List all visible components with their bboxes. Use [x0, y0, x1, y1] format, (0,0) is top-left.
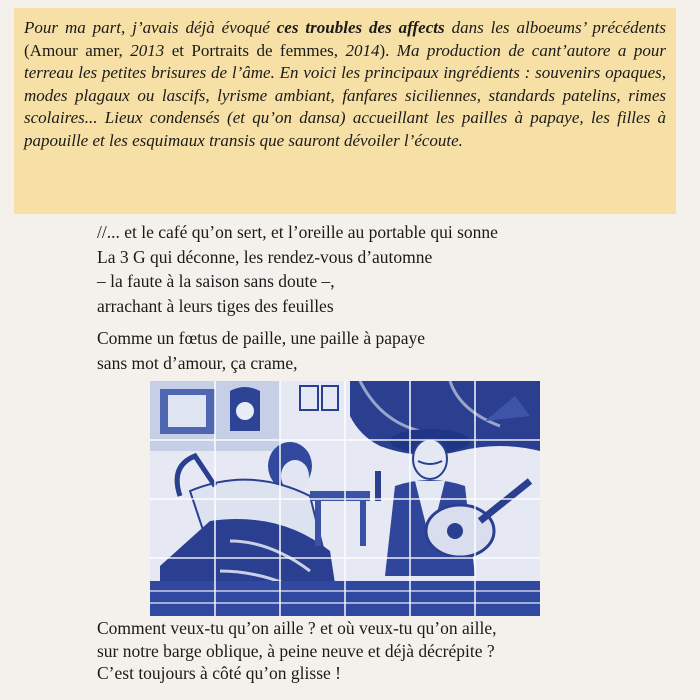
poem-line: Comme un fœtus de paille, une paille à papaye [97, 328, 426, 348]
poem-line: //... et le café qu’on sert, et l’oreille au portable qui sonne [97, 222, 498, 242]
intro-text-1: Pour ma part, j’avais déjà évoqué [24, 18, 277, 37]
azulejo-illustration [150, 381, 540, 616]
stanza-2 [97, 326, 617, 375]
poem-line: – la faute à la saison sans doute –, [97, 271, 335, 291]
azulejo-svg [150, 381, 540, 616]
intro-text-6: Ma production de cant’autore a pour terreau les petites brisures de l’âme. En voici les principaux ingrédients : souvenirs opaques, modes plagaux ou lascifs, lyrisme ambiant, fanfares siciliennes, standards patelins, rimes scolaires... Lieux condensés (et qu’on dansa) accueillant les pailles à papaye, les filles à papouille et les esquimaux transis que sauront dévoiler l’écoute. [24, 40, 666, 150]
intro-year-2: 2014 [345, 40, 380, 60]
poem-top [97, 220, 617, 383]
poem-line: Comment veux-tu qu’on aille ? et où veux-tu qu’on aille, [97, 618, 497, 638]
intro-highlight-box [14, 8, 676, 214]
intro-text-5: ). [379, 40, 397, 60]
intro-text-4: et Portraits de femmes, [164, 40, 346, 60]
intro-emphasis: ces troubles des affects [276, 18, 445, 37]
poem-line: arrachant à leurs tiges des feuilles [97, 295, 334, 316]
stanza-1 [97, 220, 617, 318]
poem-bottom [97, 617, 657, 685]
poem-line: sans mot d’amour, ça crame, [97, 352, 298, 373]
poem-line: C’est toujours à côté qu’on glisse ! [97, 663, 341, 683]
poem-line: sur notre barge oblique, à peine neuve et déjà décrépite ? [97, 640, 495, 661]
poem-line: La 3 G qui déconne, les rendez-vous d’automne [97, 246, 433, 267]
intro-text-3: (Amour amer, [24, 40, 131, 60]
intro-text-2: dans les alboeums’ précédents [444, 18, 667, 37]
intro-year-1: 2013 [130, 40, 165, 60]
